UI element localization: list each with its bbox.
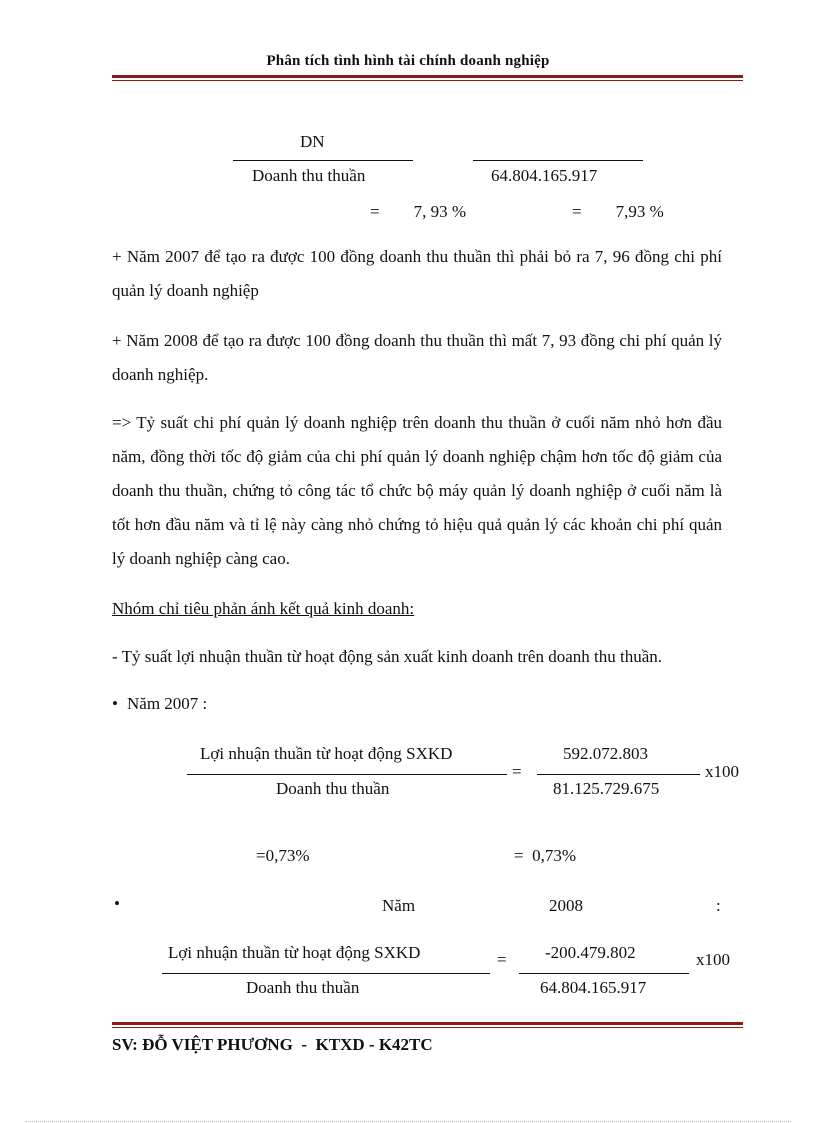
bullet-2008: • — [114, 894, 120, 913]
page-header-title: Phân tích tình hình tài chính doanh nghiệp — [266, 53, 550, 69]
top-result-right: = 7,93 % — [572, 202, 664, 221]
top-denominator-value: 64.804.165.917 — [491, 166, 598, 185]
fraction-line-2008-left — [162, 973, 490, 974]
ratio-description: - Tỷ suất lợi nhuận thuần từ hoạt động sản xuất kinh doanh trên doanh thu thuần. — [112, 647, 662, 666]
paragraph-conclusion: => Tỷ suất chi phí quản lý doanh nghiệp trên doanh thu thuần ở cuối năm nhỏ hơn đầu năm, đồng thời tốc độ giảm của chi phí quản lý doanh nghiệp chậm hơn tốc độ giảm của doanh thu thuần, chứng tỏ công tác tổ chức bộ máy quản lý doanh nghiệp ở cuối năm là tốt hơn đầu năm và tỉ lệ này càng nhỏ chứng tỏ hiệu quả quản lý các khoản chi phí quản lý doanh nghiệp càng cao. — [112, 413, 722, 568]
footer-rule — [112, 1022, 743, 1028]
result-2007-right: = 0,73% — [514, 846, 576, 865]
year-2008-number: 2008 — [549, 896, 583, 915]
fraction-line-2007-left — [187, 774, 507, 775]
page-bottom-border — [25, 1121, 791, 1122]
fraction-line-2007-right — [537, 774, 700, 775]
top-denominator-label: Doanh thu thuần — [252, 166, 366, 185]
equals-2008: = — [497, 950, 507, 969]
header-rule — [112, 75, 743, 81]
multiplier-2007: x100 — [705, 762, 739, 781]
value-numerator-2007: 592.072.803 — [563, 744, 648, 763]
paragraph-2007: + Năm 2007 để tạo ra được 100 đồng doanh thu thuần thì phải bỏ ra 7, 96 đồng chi phí quản lý doanh nghiệp — [112, 247, 722, 300]
top-numerator-label: DN — [300, 132, 325, 151]
fraction-line-2008-right — [519, 973, 689, 974]
top-fraction-line-left — [233, 160, 413, 161]
value-numerator-2008: -200.479.802 — [545, 943, 636, 962]
bullet-2007: • — [112, 694, 118, 713]
paragraph-2008: + Năm 2008 để tạo ra được 100 đồng doanh thu thuần thì mất 7, 93 đồng chi phí quản lý doanh nghiệp. — [112, 331, 722, 384]
denominator-2007: Doanh thu thuần — [276, 779, 390, 798]
denominator-2008: Doanh thu thuần — [246, 978, 360, 997]
result-2007-left: =0,73% — [256, 846, 310, 865]
multiplier-2008: x100 — [696, 950, 730, 969]
value-denominator-2007: 81.125.729.675 — [553, 779, 660, 798]
top-result-left: = 7, 93 % — [370, 202, 466, 221]
year-2008-colon: : — [716, 896, 721, 915]
footer-author: SV: ĐỖ VIỆT PHƯƠNG - KTXD - K42TC — [112, 1035, 433, 1054]
year-2008-word: Năm — [382, 896, 416, 915]
top-fraction-line-right — [473, 160, 643, 161]
numerator-2007: Lợi nhuận thuần từ hoạt động SXKD — [200, 744, 453, 763]
numerator-2008: Lợi nhuận thuần từ hoạt động SXKD — [168, 943, 421, 962]
value-denominator-2008: 64.804.165.917 — [540, 978, 647, 997]
section-heading: Nhóm chỉ tiêu phản ánh kết quả kinh doanh: — [112, 599, 415, 618]
year-2007-label: Năm 2007 : — [127, 694, 208, 713]
equals-2007: = — [512, 762, 522, 781]
